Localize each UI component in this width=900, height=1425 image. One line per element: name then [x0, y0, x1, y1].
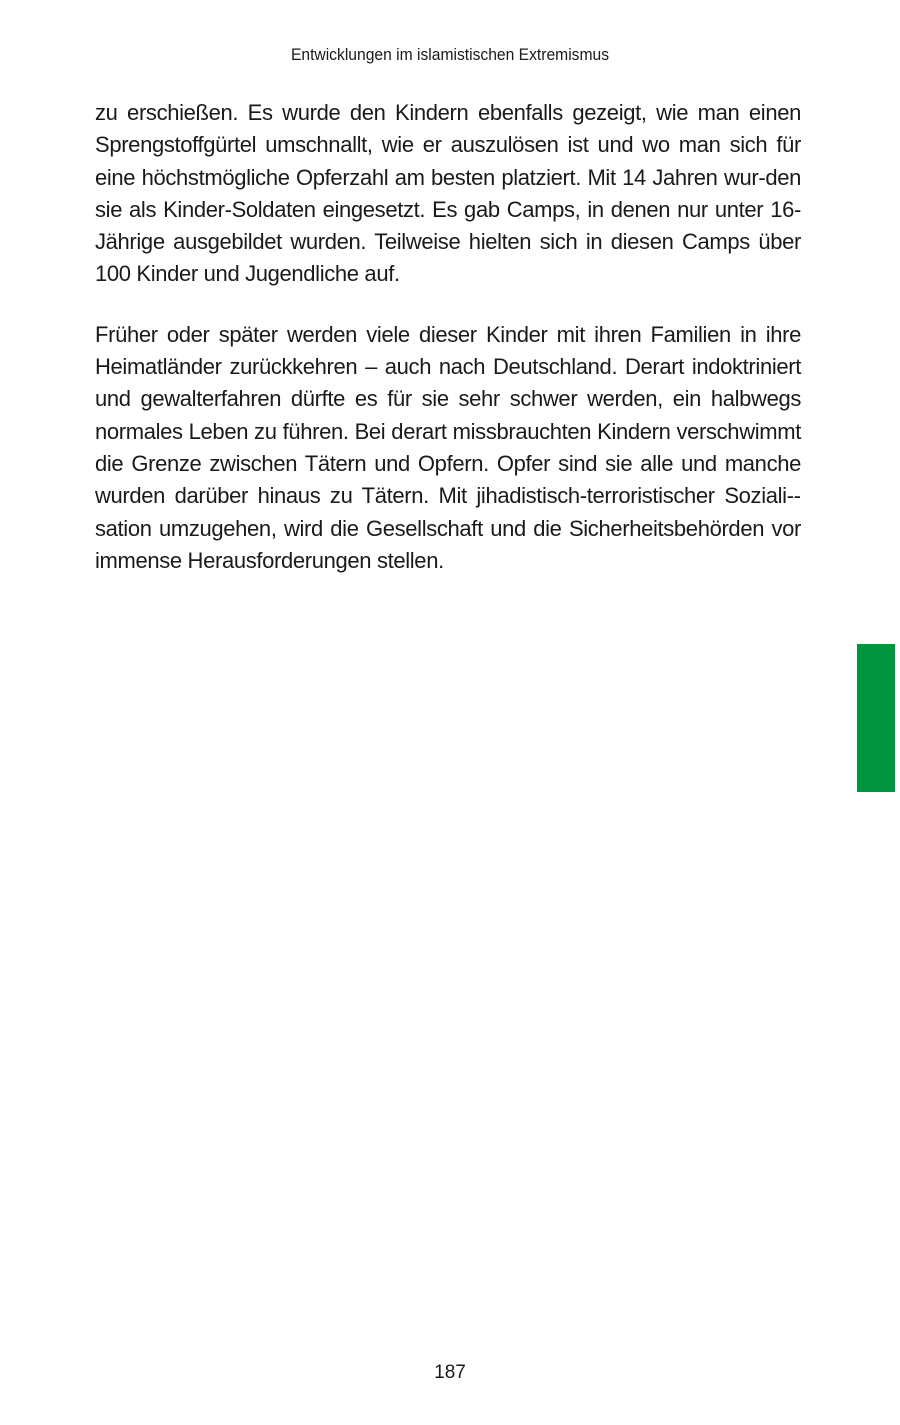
body-text [95, 97, 801, 605]
paragraph: zu erschießen. Es wurde den Kindern ebenfalls gezeigt, wie man einen Sprengstoffgürtel umschnallt, wie er auszulösen ist und wo man sich für eine höchstmögliche Opferzahl am besten platziert. Mit 14 Jahren wur-den sie als Kinder-Soldaten eingesetzt. Es gab Camps, in denen nur unter 16-Jährige ausgebildet wurden. Teilweise hielten sich in diesen Camps über 100 Kinder und Jugendliche auf. [95, 100, 801, 287]
paragraph: Früher oder später werden viele dieser Kinder mit ihren Familien in ihre Heimatländer zurückkehren – auch nach Deutschland. Derart indoktriniert und gewalterfahren dürfte es für sie sehr schwer werden, ein halbwegs normales Leben zu führen. Bei derart missbrauchten Kindern verschwimmt die Grenze zwischen Tätern und Opfern. Opfer sind sie alle und manche wurden darüber hinaus zu Tätern. Mit jihadistisch-terroristischer Soziali-sation umzugehen, wird die Gesellschaft und die Sicherheitsbehörden vor immense Herausforderungen stellen. [95, 321, 801, 573]
running-header: Entwicklungen im islamistischen Extremismus [290, 45, 610, 64]
page-number: 187 [434, 1362, 466, 1383]
section-thumb-tab [857, 644, 895, 792]
